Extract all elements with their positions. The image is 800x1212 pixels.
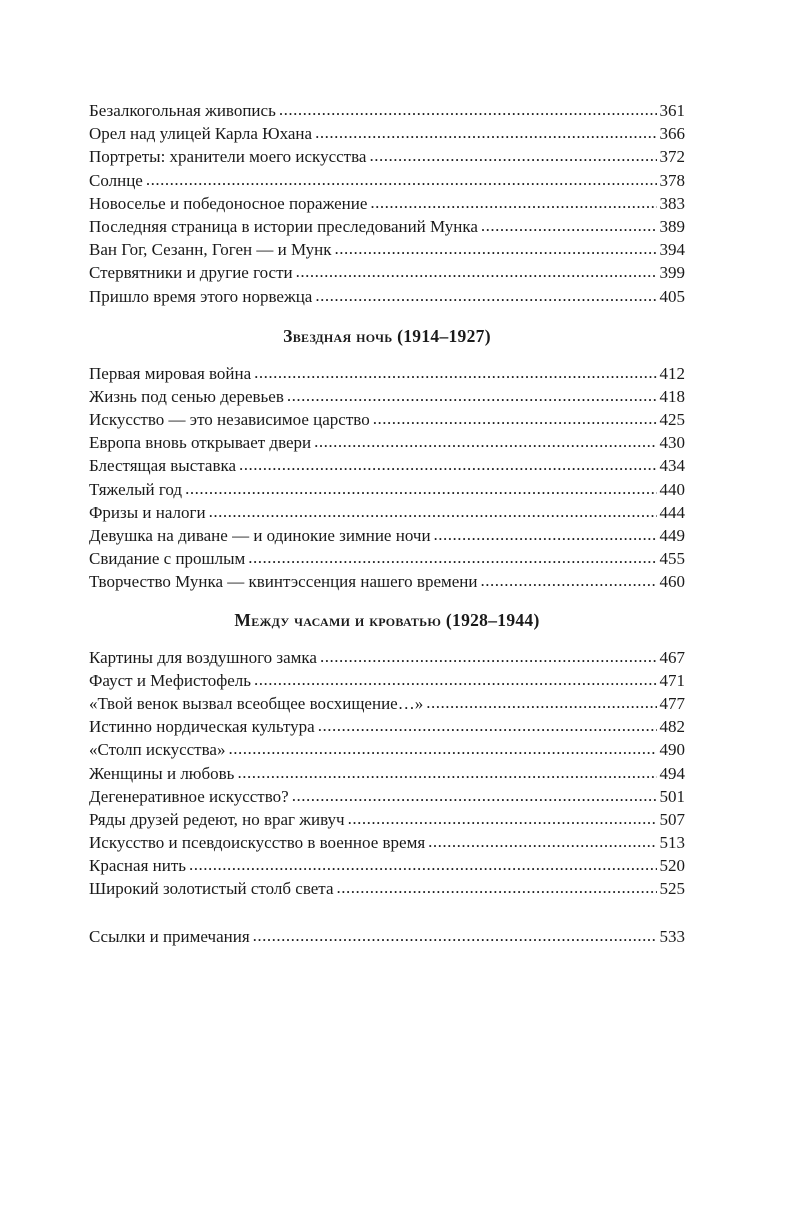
toc-entry-title: Новоселье и победоносное поражение bbox=[89, 193, 368, 213]
toc-entry bbox=[89, 669, 685, 692]
dot-leader bbox=[292, 784, 657, 807]
section-heading: Звездная ночь (1914–1927) bbox=[283, 325, 491, 346]
dot-leader bbox=[189, 853, 656, 876]
toc-entry-title: Блестящая выставка bbox=[89, 456, 237, 476]
toc-entry bbox=[89, 831, 685, 854]
toc-entry-title: Красная нить bbox=[89, 856, 187, 876]
toc-entry-page: 455 bbox=[659, 549, 685, 569]
toc-section-1 bbox=[89, 99, 685, 308]
toc-entry bbox=[89, 501, 685, 524]
toc-entry-title: Ссылки и примечания bbox=[89, 926, 250, 946]
toc-entry-page: 507 bbox=[659, 809, 685, 829]
toc-entry bbox=[89, 285, 685, 308]
dot-leader bbox=[335, 237, 657, 260]
toc-entry-title: Фауст и Мефистофель bbox=[89, 670, 251, 690]
dot-leader bbox=[185, 477, 656, 500]
toc-entry-title: Истинно нордическая культура bbox=[89, 717, 315, 737]
dot-leader bbox=[369, 144, 656, 167]
dot-leader bbox=[239, 453, 656, 476]
toc-entry-page: 477 bbox=[659, 693, 685, 713]
toc-entry bbox=[89, 715, 685, 738]
toc-entry-page: 471 bbox=[659, 670, 685, 690]
toc-entry-title: Свидание с прошлым bbox=[89, 549, 246, 569]
toc-entry-page: 399 bbox=[659, 263, 685, 283]
toc-entry-page: 482 bbox=[659, 717, 685, 737]
toc-entry-title: «Твой венок вызвал всеобщее восхищение…» bbox=[89, 693, 424, 713]
toc-entry-title: Первая мировая война bbox=[89, 363, 252, 383]
toc-entry-title: Дегенеративное искусство? bbox=[89, 786, 289, 806]
toc-entry-title: Стервятники и другие гости bbox=[89, 263, 293, 283]
dot-leader bbox=[318, 714, 657, 737]
toc-entry-page: 383 bbox=[659, 193, 685, 213]
toc-entry-title: Женщины и любовь bbox=[89, 763, 235, 783]
toc-entry bbox=[89, 785, 685, 808]
toc-entry-title: Искусство и псевдоискусство в военное время bbox=[89, 833, 426, 853]
dot-leader bbox=[315, 284, 656, 307]
toc-entry bbox=[89, 122, 685, 145]
toc-entry-page: 525 bbox=[659, 879, 685, 899]
toc-entry bbox=[89, 215, 685, 238]
toc-entry bbox=[89, 925, 685, 948]
toc-entry-title: Девушка на диване — и одинокие зимние ночи bbox=[89, 526, 431, 545]
toc-entry-page: 412 bbox=[659, 363, 685, 383]
section-spacer bbox=[89, 901, 685, 925]
dot-leader bbox=[370, 191, 656, 214]
toc-entry-page: 405 bbox=[659, 286, 685, 306]
section-heading: Между часами и кроватью (1928–1944) bbox=[234, 609, 540, 630]
toc-entry bbox=[89, 570, 685, 593]
dot-leader bbox=[254, 361, 656, 384]
dot-leader bbox=[315, 121, 656, 144]
toc-entry bbox=[89, 692, 685, 715]
toc-entry bbox=[89, 454, 685, 477]
toc-entry-page: 467 bbox=[659, 647, 685, 667]
dot-leader bbox=[287, 384, 657, 407]
dot-leader bbox=[373, 407, 657, 430]
toc-entry bbox=[89, 261, 685, 284]
dot-leader bbox=[336, 876, 656, 899]
toc-entry-title: Жизнь под сенью деревьев bbox=[89, 386, 284, 406]
toc-entry bbox=[89, 145, 685, 168]
toc-entry-title: Последняя страница в истории преследований Мунка bbox=[89, 216, 478, 236]
toc-entry-page: 425 bbox=[659, 410, 685, 430]
toc-entry-title: Ван Гог, Сезанн, Гоген — и Мунк bbox=[89, 240, 332, 260]
toc-entry-page: 444 bbox=[659, 502, 685, 522]
dot-leader bbox=[314, 430, 656, 453]
toc-entry-title: Безалкогольная живопись bbox=[89, 101, 276, 120]
dot-leader bbox=[254, 668, 657, 691]
dot-leader bbox=[253, 924, 657, 947]
toc-entry bbox=[89, 524, 685, 547]
dot-leader bbox=[209, 500, 657, 523]
toc-entry-page: 490 bbox=[659, 740, 685, 760]
toc-entry bbox=[89, 738, 685, 761]
toc-entry-page: 378 bbox=[659, 170, 685, 190]
toc-entry bbox=[89, 762, 685, 785]
toc-entry bbox=[89, 547, 685, 570]
toc-entry-page: 513 bbox=[659, 833, 685, 853]
toc-entry-page: 389 bbox=[659, 216, 685, 236]
toc-entry bbox=[89, 99, 685, 122]
toc-entry bbox=[89, 478, 685, 501]
toc-section-2 bbox=[89, 310, 685, 594]
dot-leader bbox=[248, 546, 656, 569]
toc-entry-page: 366 bbox=[659, 124, 685, 144]
toc-section-3 bbox=[89, 594, 685, 901]
toc-entry-title: «Столп искусства» bbox=[89, 740, 226, 760]
toc-entry bbox=[89, 877, 685, 900]
toc-entry-page: 460 bbox=[659, 572, 685, 592]
toc-entry-page: 361 bbox=[659, 101, 685, 120]
toc-entry-title: Ряды друзей редеют, но враг живуч bbox=[89, 809, 345, 829]
dot-leader bbox=[481, 214, 657, 237]
toc-entry-page: 449 bbox=[659, 526, 685, 545]
toc-entry bbox=[89, 646, 685, 669]
toc-entry-title: Тяжелый год bbox=[89, 479, 183, 499]
toc-entry-page: 430 bbox=[659, 433, 685, 453]
toc-entry-title: Орел над улицей Карла Юхана bbox=[89, 124, 313, 144]
toc-entry bbox=[89, 238, 685, 261]
toc-entry-page: 440 bbox=[659, 479, 685, 499]
toc-entry-page: 372 bbox=[659, 147, 685, 167]
toc-entry bbox=[89, 169, 685, 192]
dot-leader bbox=[296, 260, 657, 283]
toc-entry bbox=[89, 408, 685, 431]
toc-entry bbox=[89, 808, 685, 831]
dot-leader bbox=[237, 761, 656, 784]
toc-entry-title: Портреты: хранители моего искусства bbox=[89, 147, 367, 167]
toc-entry bbox=[89, 385, 685, 408]
dot-leader bbox=[228, 737, 656, 760]
toc-entry bbox=[89, 192, 685, 215]
dot-leader bbox=[481, 569, 657, 592]
dot-leader bbox=[434, 523, 657, 546]
toc-entry-page: 394 bbox=[659, 240, 685, 260]
toc-entry-page: 501 bbox=[659, 786, 685, 806]
toc-entry-page: 533 bbox=[659, 926, 685, 946]
dot-leader bbox=[146, 168, 657, 191]
dot-leader bbox=[428, 830, 656, 853]
dot-leader bbox=[320, 645, 657, 668]
toc-entry-title: Картины для воздушного замка bbox=[89, 647, 317, 667]
toc-entry-title: Фризы и налоги bbox=[89, 502, 206, 522]
toc-entry-title: Солнце bbox=[89, 170, 143, 190]
toc-entry bbox=[89, 362, 685, 385]
dot-leader bbox=[348, 807, 657, 830]
toc-entry bbox=[89, 431, 685, 454]
toc-entry-title: Пришло время этого норвежца bbox=[89, 286, 313, 306]
toc-entry-title: Творчество Мунка — квинтэссенция нашего времени bbox=[89, 572, 478, 592]
dot-leader bbox=[426, 691, 656, 714]
dot-leader bbox=[279, 98, 657, 121]
toc-entry-title: Искусство — это независимое царство bbox=[89, 410, 370, 430]
toc-entry bbox=[89, 854, 685, 877]
toc-entry-page: 494 bbox=[659, 763, 685, 783]
toc-entry-page: 418 bbox=[659, 386, 685, 406]
toc-entry-page: 434 bbox=[659, 456, 685, 476]
toc-entry-title: Европа вновь открывает двери bbox=[89, 433, 312, 453]
toc-appendix bbox=[89, 925, 685, 948]
toc-entry-page: 520 bbox=[659, 856, 685, 876]
toc-entry-title: Широкий золотистый столб света bbox=[89, 879, 334, 899]
